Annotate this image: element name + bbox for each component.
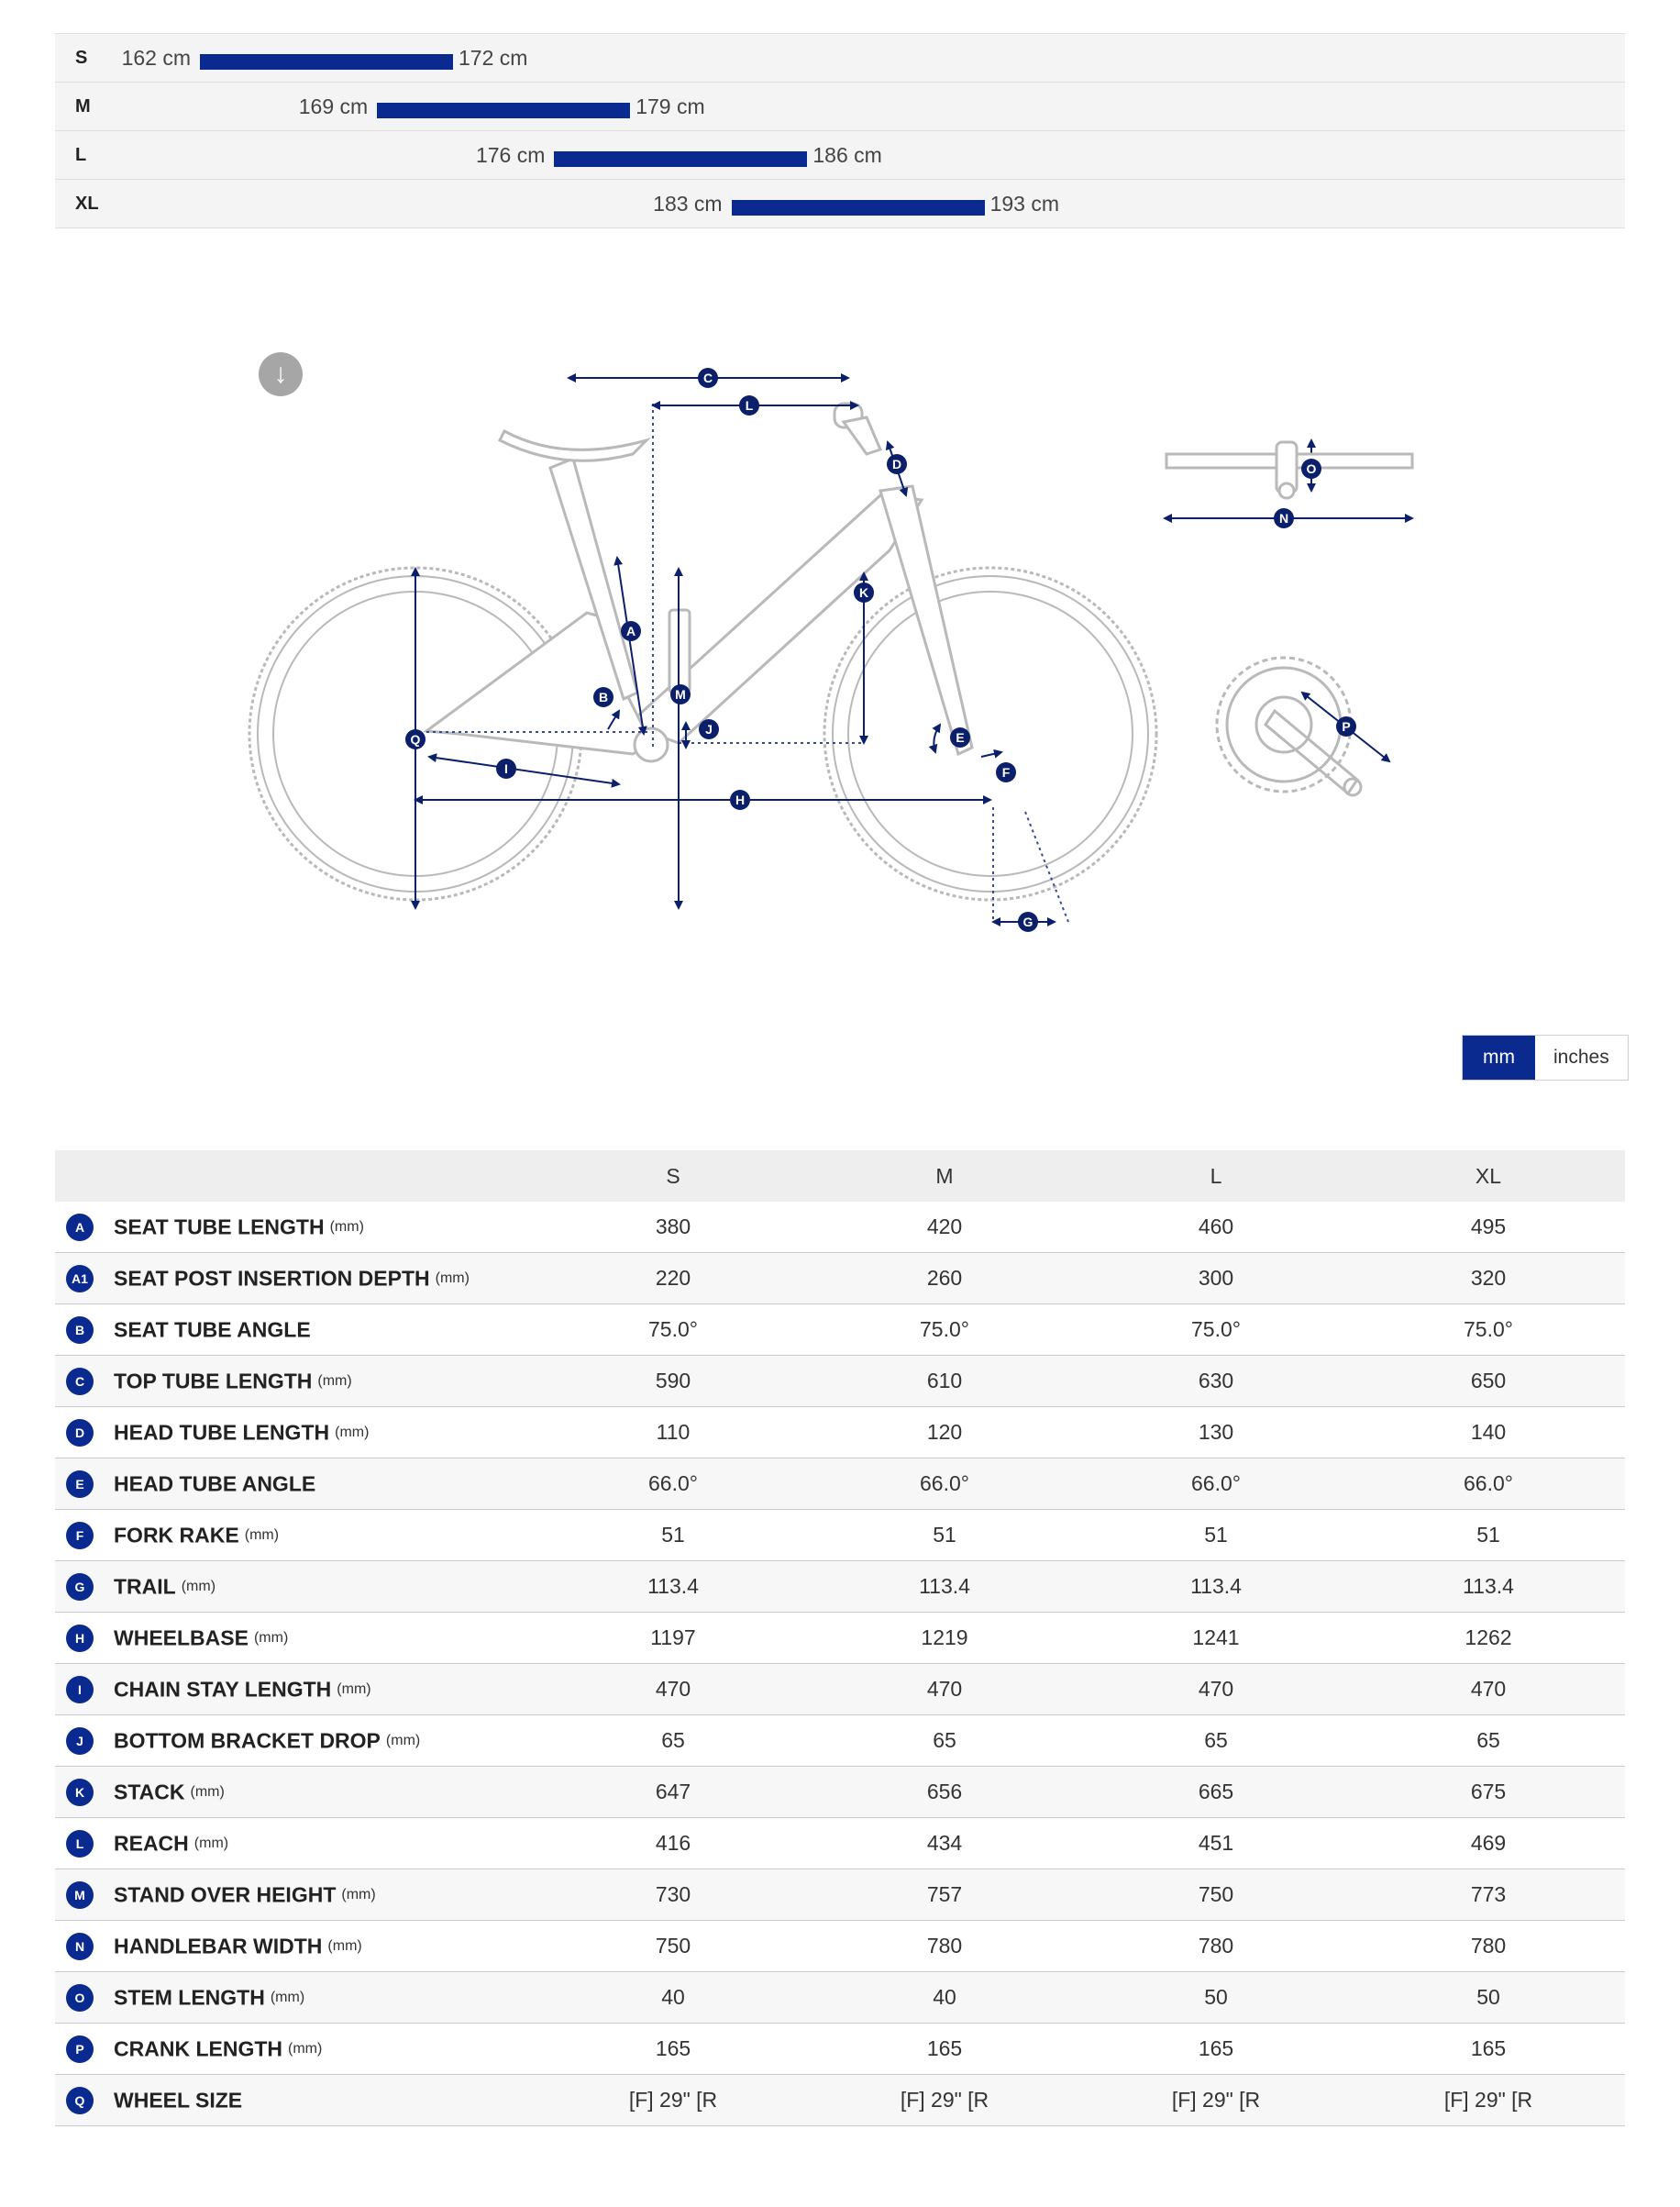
measurement-value: 165 (537, 2024, 809, 2075)
measurement-badge: M (66, 1881, 94, 1909)
measurement-name: HEAD TUBE LENGTH (114, 1420, 330, 1444)
measurement-value: 780 (1352, 1921, 1625, 1972)
svg-text:J: J (705, 722, 713, 737)
measurement-badge: O (66, 1984, 94, 2012)
range-max-label: 179 cm (636, 94, 705, 118)
measurement-badge: C (66, 1368, 94, 1395)
measurement-value: 300 (1080, 1253, 1352, 1304)
table-row (55, 1407, 1625, 1458)
height-range-bar (554, 151, 807, 167)
measurement-name: HANDLEBAR WIDTH (114, 1934, 323, 1957)
measurement-value: 51 (1352, 1510, 1625, 1561)
table-row (55, 1869, 1625, 1921)
measurement-value: 420 (809, 1202, 1080, 1253)
svg-text:D: D (891, 457, 902, 471)
table-row (55, 1304, 1625, 1356)
measurement-value: 66.0° (809, 1458, 1080, 1510)
measurement-badge: G (66, 1573, 94, 1601)
measurement-name: TRAIL (114, 1574, 176, 1598)
label-b (593, 687, 613, 707)
table-row (55, 1613, 1625, 1664)
measurement-name: SEAT POST INSERTION DEPTH (114, 1266, 430, 1290)
measurement-value: 40 (809, 1972, 1080, 2024)
measurement-name: BOTTOM BRACKET DROP (114, 1728, 381, 1752)
measurement-value: 416 (537, 1818, 809, 1869)
range-min-label: 183 cm (653, 192, 723, 216)
measurement-value: 165 (1352, 2024, 1625, 2075)
size-range-row (55, 82, 1625, 130)
label-j (699, 719, 719, 739)
measurement-badge: P (66, 2035, 94, 2063)
size-range-row (55, 33, 1625, 82)
size-label: L (75, 145, 87, 165)
svg-text:L: L (745, 398, 754, 413)
measurement-value: [F] 29" [R (1080, 2075, 1352, 2126)
svg-text:O: O (1306, 461, 1317, 476)
measurement-name: FORK RAKE (114, 1523, 239, 1547)
label-i (496, 759, 516, 779)
label-p (1336, 716, 1356, 737)
measurement-value: 66.0° (537, 1458, 809, 1510)
measurement-value: 66.0° (1352, 1458, 1625, 1510)
header-size: M (809, 1150, 1080, 1202)
measurement-value: 75.0° (809, 1304, 1080, 1356)
measurement-unit: (mm) (317, 1372, 352, 1389)
measurement-unit: (mm) (190, 1783, 225, 1800)
measurement-value: 165 (809, 2024, 1080, 2075)
measurement-value: 66.0° (1080, 1458, 1352, 1510)
measurement-badge: B (66, 1316, 94, 1344)
size-label: S (75, 48, 88, 68)
table-row (55, 1767, 1625, 1818)
measurement-badge: A (66, 1214, 94, 1241)
size-range-chart (55, 33, 1625, 228)
measurement-badge: E (66, 1470, 94, 1498)
label-o (1301, 459, 1321, 479)
measurement-value: 470 (1352, 1664, 1625, 1715)
measurement-value: 780 (809, 1921, 1080, 1972)
measurement-value: 320 (1352, 1253, 1625, 1304)
unit-inches-button[interactable]: inches (1535, 1036, 1628, 1080)
measurement-value: 647 (537, 1767, 809, 1818)
arrow-down-icon: ↓ (273, 359, 288, 389)
measurement-value: 65 (1352, 1715, 1625, 1767)
measurement-value: 750 (1080, 1869, 1352, 1921)
table-row (55, 1561, 1625, 1613)
table-row (55, 1972, 1625, 2024)
measurement-label-cell (55, 2024, 537, 2075)
measurement-label-cell (55, 1253, 537, 1304)
label-a (621, 621, 641, 641)
table-row (55, 1356, 1625, 1407)
svg-text:P: P (1342, 719, 1351, 734)
measurement-value: 40 (537, 1972, 809, 2024)
handlebar-illustration (1166, 442, 1412, 498)
measurement-badge: Q (66, 2087, 94, 2114)
measurement-value: 113.4 (1080, 1561, 1352, 1613)
size-label: M (75, 96, 91, 116)
measurement-value: 165 (1080, 2024, 1352, 2075)
measurement-value: 51 (1080, 1510, 1352, 1561)
measurement-badge: J (66, 1727, 94, 1755)
table-row (55, 1253, 1625, 1304)
geometry-diagram (248, 339, 1449, 963)
label-q (405, 729, 426, 749)
measurement-unit: (mm) (181, 1578, 216, 1594)
measurement-value: 469 (1352, 1818, 1625, 1869)
height-range-bar (732, 200, 985, 216)
table-row (55, 1715, 1625, 1767)
measurement-label-cell (55, 1921, 537, 1972)
measurement-value: [F] 29" [R (1352, 2075, 1625, 2126)
svg-text:I: I (504, 761, 508, 776)
table-row (55, 1818, 1625, 1869)
svg-text:K: K (858, 585, 869, 600)
label-d (887, 454, 907, 474)
label-g (1018, 912, 1038, 932)
measurement-value: 665 (1080, 1767, 1352, 1818)
measurement-value: 630 (1080, 1356, 1352, 1407)
height-range-bar (377, 103, 630, 118)
svg-text:B: B (598, 690, 609, 704)
svg-text:F: F (1001, 765, 1011, 780)
svg-text:H: H (735, 793, 746, 807)
measurement-name: TOP TUBE LENGTH (114, 1369, 313, 1392)
measurement-name: REACH (114, 1831, 189, 1855)
measurement-unit: (mm) (253, 1629, 289, 1646)
measurement-name: SEAT TUBE ANGLE (114, 1317, 311, 1341)
table-row (55, 2075, 1625, 2126)
svg-text:C: C (702, 371, 713, 385)
measurement-badge: K (66, 1779, 94, 1806)
measurement-label-cell (55, 1767, 537, 1818)
measurement-value: 460 (1080, 1202, 1352, 1253)
measurement-value: 675 (1352, 1767, 1625, 1818)
header-size: L (1080, 1150, 1352, 1202)
measurement-label-cell (55, 1972, 537, 2024)
measurement-name: CRANK LENGTH (114, 2036, 282, 2060)
measurement-unit: (mm) (193, 1835, 229, 1851)
header-size: XL (1352, 1150, 1625, 1202)
measurement-value: 75.0° (1080, 1304, 1352, 1356)
measurement-value: 451 (1080, 1818, 1352, 1869)
measurement-value: 1241 (1080, 1613, 1352, 1664)
measurement-value: 140 (1352, 1407, 1625, 1458)
measurement-label-cell (55, 1202, 537, 1253)
measurement-name: STAND OVER HEIGHT (114, 1882, 337, 1906)
range-min-label: 176 cm (475, 143, 546, 167)
measurement-value: 220 (537, 1253, 809, 1304)
measurement-badge: D (66, 1419, 94, 1447)
label-l (739, 395, 759, 416)
measurement-name: STACK (114, 1780, 185, 1803)
svg-text:G: G (1022, 915, 1033, 929)
unit-mm-button[interactable]: mm (1463, 1036, 1535, 1080)
measurement-value: 260 (809, 1253, 1080, 1304)
measurement-unit: (mm) (244, 1526, 280, 1543)
svg-text:E: E (956, 730, 965, 745)
measurement-label-cell (55, 1869, 537, 1921)
size-range-row (55, 179, 1625, 228)
range-max-label: 186 cm (812, 143, 882, 167)
label-c (698, 368, 718, 388)
measurement-value: 1219 (809, 1613, 1080, 1664)
front-wheel (824, 568, 1156, 900)
measurement-value: 650 (1352, 1356, 1625, 1407)
range-min-label: 162 cm (121, 46, 191, 70)
measurement-value: 75.0° (1352, 1304, 1625, 1356)
measurement-label-cell (55, 1818, 537, 1869)
measurement-label-cell (55, 1715, 537, 1767)
measurement-value: 65 (809, 1715, 1080, 1767)
measurement-name: WHEEL SIZE (114, 2088, 243, 2112)
measurement-value: 50 (1080, 1972, 1352, 2024)
measurement-value: [F] 29" [R (537, 2075, 809, 2126)
label-f (996, 762, 1016, 782)
measurement-value: 1262 (1352, 1613, 1625, 1664)
measurement-value: 780 (1080, 1921, 1352, 1972)
table-row (55, 2024, 1625, 2075)
measurement-unit: (mm) (337, 1680, 371, 1697)
svg-text:Q: Q (410, 732, 421, 747)
label-n (1274, 508, 1294, 528)
measurement-badge: A1 (66, 1265, 94, 1292)
measurement-value: 730 (537, 1869, 809, 1921)
measurement-badge: F (66, 1522, 94, 1549)
measurement-value: 51 (809, 1510, 1080, 1561)
measurement-label-cell (55, 1407, 537, 1458)
measurement-unit: (mm) (288, 2040, 323, 2057)
measurement-unit: (mm) (385, 1732, 421, 1748)
measurement-label-cell (55, 1510, 537, 1561)
measurement-value: 110 (537, 1407, 809, 1458)
label-e (950, 727, 970, 748)
geometry-table (55, 1150, 1625, 2126)
measurement-label-cell (55, 1664, 537, 1715)
label-k (854, 582, 874, 603)
measurement-value: 495 (1352, 1202, 1625, 1253)
measurement-value: 380 (537, 1202, 809, 1253)
unit-toggle (1462, 1035, 1629, 1081)
measurement-unit: (mm) (335, 1424, 370, 1440)
table-row (55, 1921, 1625, 1972)
measurement-label-cell (55, 1304, 537, 1356)
measurement-value: 1197 (537, 1613, 809, 1664)
range-max-label: 172 cm (459, 46, 528, 70)
measurement-label-cell (55, 1356, 537, 1407)
measurement-value: 113.4 (537, 1561, 809, 1613)
measurement-badge: I (66, 1676, 94, 1703)
table-row (55, 1664, 1625, 1715)
measurement-value: 113.4 (1352, 1561, 1625, 1613)
size-range-row (55, 130, 1625, 179)
measurement-value: 757 (809, 1869, 1080, 1921)
range-max-label: 193 cm (989, 192, 1060, 216)
measurement-label-cell (55, 1613, 537, 1664)
measurement-unit: (mm) (327, 1937, 362, 1954)
table-header-row (55, 1150, 1625, 1202)
table-row (55, 1510, 1625, 1561)
measurement-value: 75.0° (537, 1304, 809, 1356)
measurement-value: 51 (537, 1510, 809, 1561)
range-min-label: 169 cm (298, 94, 369, 118)
measurement-value: 434 (809, 1818, 1080, 1869)
label-h (730, 790, 750, 810)
measurement-name: STEM LENGTH (114, 1985, 265, 2009)
measurement-label-cell (55, 1561, 537, 1613)
header-blank (55, 1150, 537, 1202)
measurement-value: 130 (1080, 1407, 1352, 1458)
measurement-value: 656 (809, 1767, 1080, 1818)
measurement-label-cell (55, 2075, 537, 2126)
measurement-label-cell (55, 1458, 537, 1510)
measurement-value: 50 (1352, 1972, 1625, 2024)
measurement-name: HEAD TUBE ANGLE (114, 1471, 316, 1495)
size-label: XL (75, 194, 99, 214)
table-row (55, 1202, 1625, 1253)
measurement-value: 120 (809, 1407, 1080, 1458)
label-m (670, 684, 691, 704)
header-size: S (537, 1150, 809, 1202)
measurement-unit: (mm) (435, 1270, 470, 1286)
measurement-value: 470 (537, 1664, 809, 1715)
height-range-bar (200, 54, 453, 70)
measurement-value: [F] 29" [R (809, 2075, 1080, 2126)
measurement-value: 470 (1080, 1664, 1352, 1715)
measurement-badge: H (66, 1625, 94, 1652)
measurement-value: 470 (809, 1664, 1080, 1715)
measurement-value: 590 (537, 1356, 809, 1407)
svg-text:M: M (675, 687, 686, 702)
svg-text:A: A (625, 624, 636, 638)
measurement-unit: (mm) (341, 1886, 376, 1902)
measurement-badge: N (66, 1933, 94, 1960)
measurement-value: 113.4 (809, 1561, 1080, 1613)
measurement-value: 65 (537, 1715, 809, 1767)
measurement-unit: (mm) (329, 1218, 364, 1235)
svg-text:N: N (1278, 511, 1289, 526)
table-row (55, 1458, 1625, 1510)
measurement-value: 65 (1080, 1715, 1352, 1767)
measurement-badge: L (66, 1830, 94, 1858)
measurement-value: 750 (537, 1921, 809, 1972)
measurement-value: 773 (1352, 1869, 1625, 1921)
measurement-unit: (mm) (270, 1989, 305, 2005)
measurement-name: CHAIN STAY LENGTH (114, 1677, 332, 1701)
measurement-name: WHEELBASE (114, 1625, 249, 1649)
measurement-name: SEAT TUBE LENGTH (114, 1214, 325, 1238)
measurement-value: 610 (809, 1356, 1080, 1407)
